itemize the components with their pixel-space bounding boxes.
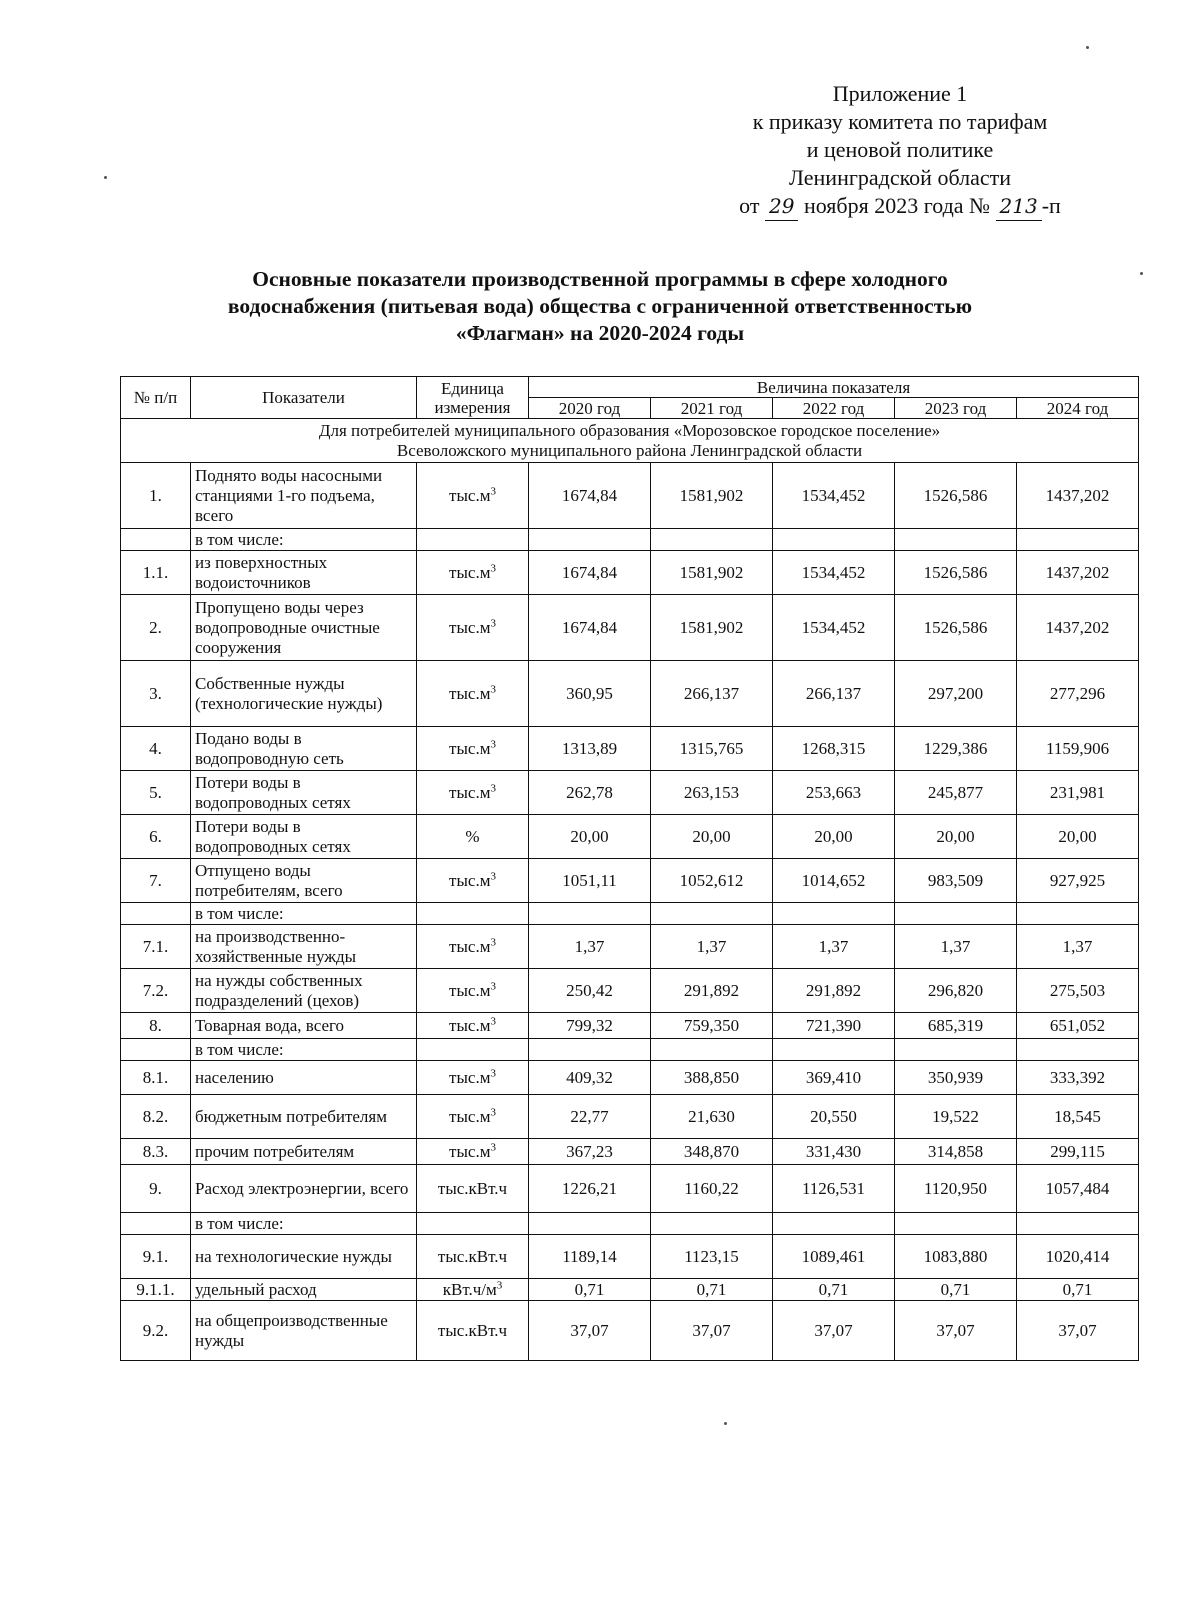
value-cell [651, 903, 773, 925]
value-cell: 1315,765 [651, 727, 773, 771]
header-year: 2020 год [529, 398, 651, 419]
unit-label: кВт.ч/м [442, 1279, 497, 1299]
unit-cell [417, 463, 529, 529]
table-row [121, 771, 1139, 815]
unit-superscript: 3 [490, 1105, 496, 1118]
value-cell: 1083,880 [895, 1235, 1017, 1279]
value-cell: 20,00 [895, 815, 1017, 859]
unit-cell [417, 1279, 529, 1301]
value-cell: 1581,902 [651, 463, 773, 529]
value-cell: 299,115 [1017, 1139, 1139, 1165]
value-cell: 296,820 [895, 969, 1017, 1013]
value-cell: 331,430 [773, 1139, 895, 1165]
row-number: 7. [121, 859, 191, 903]
unit-label: тыс.м [449, 738, 491, 758]
unit-cell [417, 1013, 529, 1039]
value-cell: 0,71 [651, 1279, 773, 1301]
value-cell: 266,137 [773, 661, 895, 727]
scan-speck [1086, 46, 1089, 49]
unit-superscript: 3 [490, 484, 496, 497]
title-line: Основные показатели производственной программы в сфере холодного [252, 267, 948, 291]
value-cell: 1,37 [651, 925, 773, 969]
value-cell [773, 903, 895, 925]
value-cell: 37,07 [1017, 1301, 1139, 1361]
value-cell: 1674,84 [529, 463, 651, 529]
value-cell: 1268,315 [773, 727, 895, 771]
document-title [210, 266, 990, 347]
value-cell: 0,71 [773, 1279, 895, 1301]
value-cell: 37,07 [895, 1301, 1017, 1361]
value-cell: 20,00 [1017, 815, 1139, 859]
value-cell: 369,410 [773, 1061, 895, 1095]
indicator-name: в том числе: [191, 1213, 417, 1235]
value-cell: 1057,484 [1017, 1165, 1139, 1213]
title-line: «Флагман» на 2020-2024 годы [455, 321, 745, 345]
indicator-name: Поднято воды насосными станциями 1-го подъема, всего [191, 463, 417, 529]
row-number: 1. [121, 463, 191, 529]
value-cell: 388,850 [651, 1061, 773, 1095]
row-number: 8.2. [121, 1095, 191, 1139]
value-cell: 37,07 [529, 1301, 651, 1361]
committee-line: и ценовой политике [806, 137, 994, 162]
unit-cell [417, 1301, 529, 1361]
value-cell: 1229,386 [895, 727, 1017, 771]
value-cell: 20,550 [773, 1095, 895, 1139]
value-cell: 253,663 [773, 771, 895, 815]
table-row [121, 1279, 1139, 1301]
unit-superscript: 3 [490, 737, 496, 750]
value-cell: 1,37 [773, 925, 895, 969]
unit-label: тыс.кВт.ч [437, 1178, 508, 1198]
value-cell: 231,981 [1017, 771, 1139, 815]
value-cell: 1526,586 [895, 463, 1017, 529]
value-cell: 1581,902 [651, 551, 773, 595]
value-cell: 263,153 [651, 771, 773, 815]
unit-superscript: 3 [490, 1014, 496, 1027]
value-cell: 1534,452 [773, 463, 895, 529]
value-cell: 799,32 [529, 1013, 651, 1039]
table-row [121, 727, 1139, 771]
unit-cell [417, 1095, 529, 1139]
indicator-name: Подано воды в водопроводную сеть [191, 727, 417, 771]
value-cell [529, 903, 651, 925]
value-cell: 360,95 [529, 661, 651, 727]
indicator-name: Пропущено воды через водопроводные очистные сооружения [191, 595, 417, 661]
indicator-name: на нужды собственных подразделений (цехов) [191, 969, 417, 1013]
row-number [121, 1213, 191, 1235]
value-cell: 1534,452 [773, 595, 895, 661]
row-number: 1.1. [121, 551, 191, 595]
value-cell: 1,37 [529, 925, 651, 969]
unit-superscript: 3 [496, 1278, 503, 1291]
value-cell: 0,71 [529, 1279, 651, 1301]
row-number: 8.3. [121, 1139, 191, 1165]
unit-superscript: 3 [490, 869, 496, 882]
approval-header [700, 80, 1100, 221]
value-cell: 1674,84 [529, 595, 651, 661]
section-line: Всеволожского муниципального района Ленинградской области [396, 440, 863, 460]
unit-cell [417, 925, 529, 969]
value-cell [529, 1039, 651, 1061]
indicator-name: бюджетным потребителям [191, 1095, 417, 1139]
indicator-name: населению [191, 1061, 417, 1095]
value-cell: 333,392 [1017, 1061, 1139, 1095]
value-cell: 1052,612 [651, 859, 773, 903]
row-number: 7.2. [121, 969, 191, 1013]
unit-superscript: 3 [490, 781, 496, 794]
value-cell: 297,200 [895, 661, 1017, 727]
value-cell: 250,42 [529, 969, 651, 1013]
unit-superscript: 3 [490, 616, 496, 629]
section-row [121, 419, 1139, 463]
value-cell: 314,858 [895, 1139, 1017, 1165]
date-prefix: от [739, 193, 760, 218]
indicator-name: прочим потребителям [191, 1139, 417, 1165]
value-cell: 983,509 [895, 859, 1017, 903]
unit-cell [417, 1061, 529, 1095]
table-row [121, 1061, 1139, 1095]
unit-superscript: 3 [490, 682, 496, 695]
value-cell [1017, 1039, 1139, 1061]
unit-cell [417, 815, 529, 859]
table-row [121, 859, 1139, 903]
order-reference-line: к приказу комитета по тарифам [752, 109, 1048, 134]
indicator-name: в том числе: [191, 1039, 417, 1061]
indicator-name: удельный расход [191, 1279, 417, 1301]
region-line: Ленинградской области [789, 165, 1011, 190]
value-cell [651, 1213, 773, 1235]
unit-cell [417, 595, 529, 661]
indicator-name: Потери воды в водопроводных сетях [191, 815, 417, 859]
unit-superscript: 3 [490, 979, 496, 992]
row-number: 8. [121, 1013, 191, 1039]
value-cell [1017, 529, 1139, 551]
table-row [121, 1039, 1139, 1061]
value-cell: 291,892 [651, 969, 773, 1013]
value-cell: 1120,950 [895, 1165, 1017, 1213]
unit-label: тыс.м [449, 562, 491, 582]
value-cell: 0,71 [895, 1279, 1017, 1301]
indicator-name: на производственно-хозяйственные нужды [191, 925, 417, 969]
value-cell: 348,870 [651, 1139, 773, 1165]
value-cell: 0,71 [1017, 1279, 1139, 1301]
production-program-table [120, 376, 1139, 1361]
scan-speck [104, 176, 107, 179]
table-row [121, 595, 1139, 661]
row-number: 9.1.1. [121, 1279, 191, 1301]
unit-label: % [465, 826, 480, 846]
value-cell [895, 1039, 1017, 1061]
value-cell: 1437,202 [1017, 551, 1139, 595]
value-cell: 721,390 [773, 1013, 895, 1039]
value-cell [1017, 903, 1139, 925]
value-cell: 759,350 [651, 1013, 773, 1039]
value-cell [529, 529, 651, 551]
value-cell: 1020,414 [1017, 1235, 1139, 1279]
unit-label: тыс.м [449, 485, 491, 505]
header-value-group: Величина показателя [529, 377, 1139, 398]
unit-label: тыс.м [449, 1067, 491, 1087]
indicator-name: на технологические нужды [191, 1235, 417, 1279]
table-row [121, 1165, 1139, 1213]
value-cell: 1089,461 [773, 1235, 895, 1279]
unit-cell [417, 969, 529, 1013]
indicator-name: Потери воды в водопроводных сетях [191, 771, 417, 815]
value-cell [529, 1213, 651, 1235]
value-cell: 20,00 [529, 815, 651, 859]
date-middle: ноября 2023 года № [803, 193, 991, 218]
value-cell: 266,137 [651, 661, 773, 727]
table-row [121, 1095, 1139, 1139]
header-year: 2024 год [1017, 398, 1139, 419]
value-cell [895, 1213, 1017, 1235]
table-row [121, 551, 1139, 595]
table-row [121, 815, 1139, 859]
indicator-name: в том числе: [191, 529, 417, 551]
value-cell [651, 1039, 773, 1061]
unit-cell [417, 529, 529, 551]
unit-cell [417, 661, 529, 727]
unit-label: тыс.м [449, 782, 491, 802]
value-cell: 277,296 [1017, 661, 1139, 727]
value-cell: 685,319 [895, 1013, 1017, 1039]
unit-cell [417, 859, 529, 903]
value-cell: 1123,15 [651, 1235, 773, 1279]
value-cell: 1,37 [1017, 925, 1139, 969]
header-number: № п/п [121, 377, 191, 419]
value-cell [895, 529, 1017, 551]
unit-label: тыс.м [449, 617, 491, 637]
unit-label: тыс.м [449, 870, 491, 890]
handwritten-order-number: 213 [996, 192, 1042, 221]
table-row [121, 661, 1139, 727]
value-cell [1017, 1213, 1139, 1235]
value-cell: 1051,11 [529, 859, 651, 903]
row-number [121, 903, 191, 925]
value-cell [895, 903, 1017, 925]
value-cell: 1526,586 [895, 551, 1017, 595]
section-line: Для потребителей муниципального образования «Морозовское городское поселение» [318, 420, 941, 440]
table-row [121, 463, 1139, 529]
unit-cell [417, 1165, 529, 1213]
value-cell: 1534,452 [773, 551, 895, 595]
value-cell: 1437,202 [1017, 463, 1139, 529]
indicator-name: Расход электроэнергии, всего [191, 1165, 417, 1213]
unit-superscript: 3 [490, 1140, 496, 1153]
unit-label: тыс.м [449, 1106, 491, 1126]
value-cell: 19,522 [895, 1095, 1017, 1139]
unit-cell [417, 771, 529, 815]
row-number: 9. [121, 1165, 191, 1213]
value-cell: 1,37 [895, 925, 1017, 969]
value-cell: 367,23 [529, 1139, 651, 1165]
unit-label: тыс.м [449, 980, 491, 1000]
order-date-line [700, 192, 1100, 221]
value-cell: 350,939 [895, 1061, 1017, 1095]
table-row [121, 1139, 1139, 1165]
value-cell: 1014,652 [773, 859, 895, 903]
unit-cell [417, 1039, 529, 1061]
value-cell: 245,877 [895, 771, 1017, 815]
title-line: водоснабжения (питьевая вода) общества с ограниченной ответственностью [227, 294, 973, 318]
header-year: 2022 год [773, 398, 895, 419]
value-cell: 1526,586 [895, 595, 1017, 661]
row-number: 2. [121, 595, 191, 661]
value-cell: 409,32 [529, 1061, 651, 1095]
table-row [121, 969, 1139, 1013]
row-number [121, 529, 191, 551]
unit-label: тыс.кВт.ч [437, 1320, 508, 1340]
unit-label: тыс.м [449, 936, 491, 956]
table-row [121, 529, 1139, 551]
value-cell: 1159,906 [1017, 727, 1139, 771]
value-cell: 1581,902 [651, 595, 773, 661]
row-number: 7.1. [121, 925, 191, 969]
value-cell: 37,07 [651, 1301, 773, 1361]
value-cell: 651,052 [1017, 1013, 1139, 1039]
row-number: 4. [121, 727, 191, 771]
value-cell: 927,925 [1017, 859, 1139, 903]
indicator-name: Отпущено воды потребителям, всего [191, 859, 417, 903]
header-year: 2023 год [895, 398, 1017, 419]
row-number: 9.2. [121, 1301, 191, 1361]
value-cell: 22,77 [529, 1095, 651, 1139]
row-number: 9.1. [121, 1235, 191, 1279]
appendix-label: Приложение 1 [832, 81, 968, 106]
table-row [121, 903, 1139, 925]
handwritten-day: 29 [765, 192, 798, 221]
value-cell: 291,892 [773, 969, 895, 1013]
indicator-name: Товарная вода, всего [191, 1013, 417, 1039]
unit-cell [417, 1213, 529, 1235]
unit-superscript: 3 [490, 561, 496, 574]
value-cell [773, 1213, 895, 1235]
header-year: 2021 год [651, 398, 773, 419]
table-row [121, 1013, 1139, 1039]
header-unit: Единица измерения [417, 377, 529, 419]
value-cell: 275,503 [1017, 969, 1139, 1013]
row-number: 3. [121, 661, 191, 727]
row-number [121, 1039, 191, 1061]
value-cell: 1313,89 [529, 727, 651, 771]
scan-speck [1140, 272, 1143, 275]
value-cell: 18,545 [1017, 1095, 1139, 1139]
table-row [121, 1301, 1139, 1361]
unit-cell [417, 1235, 529, 1279]
value-cell: 1674,84 [529, 551, 651, 595]
value-cell: 262,78 [529, 771, 651, 815]
indicator-name: в том числе: [191, 903, 417, 925]
value-cell: 1160,22 [651, 1165, 773, 1213]
unit-superscript: 3 [490, 935, 496, 948]
value-cell: 1126,531 [773, 1165, 895, 1213]
row-number: 5. [121, 771, 191, 815]
unit-cell [417, 551, 529, 595]
unit-cell [417, 903, 529, 925]
value-cell: 20,00 [773, 815, 895, 859]
row-number: 6. [121, 815, 191, 859]
indicator-name: из поверхностных водоисточников [191, 551, 417, 595]
unit-superscript: 3 [490, 1066, 496, 1079]
value-cell: 1437,202 [1017, 595, 1139, 661]
unit-label: тыс.кВт.ч [437, 1246, 508, 1266]
table-row [121, 1235, 1139, 1279]
unit-cell [417, 1139, 529, 1165]
unit-label: тыс.м [449, 1015, 491, 1035]
table-row [121, 925, 1139, 969]
scan-speck [724, 1422, 727, 1425]
value-cell [773, 529, 895, 551]
indicator-name: Собственные нужды (технологические нужды) [191, 661, 417, 727]
value-cell: 20,00 [651, 815, 773, 859]
value-cell [773, 1039, 895, 1061]
unit-label: тыс.м [449, 1141, 491, 1161]
value-cell: 1226,21 [529, 1165, 651, 1213]
value-cell: 21,630 [651, 1095, 773, 1139]
table-row [121, 1213, 1139, 1235]
value-cell [651, 529, 773, 551]
order-suffix: -п [1041, 193, 1061, 218]
indicator-name: на общепроизводственные нужды [191, 1301, 417, 1361]
value-cell: 37,07 [773, 1301, 895, 1361]
unit-label: тыс.м [449, 683, 491, 703]
header-indicator: Показатели [191, 377, 417, 419]
row-number: 8.1. [121, 1061, 191, 1095]
value-cell: 1189,14 [529, 1235, 651, 1279]
unit-cell [417, 727, 529, 771]
